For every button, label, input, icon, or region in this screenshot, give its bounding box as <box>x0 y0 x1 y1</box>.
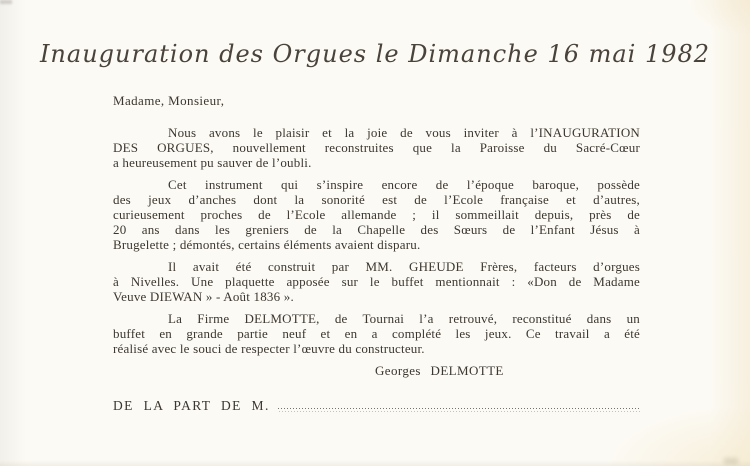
paragraphs <box>113 125 640 356</box>
paragraph-line: des jeux d’anches dont la sonorité est de l’Ecole française et d’autres, <box>113 192 640 207</box>
salutation: Madame, Monsieur, <box>113 93 225 108</box>
paper-corner-tint-bottom-right <box>610 406 750 466</box>
paper-corner-tint-top-right <box>690 0 750 34</box>
paragraph-line: Nous avons le plaisir et la joie de vous inviter à l’INAUGURATION <box>168 125 640 140</box>
paragraph-line: à Nivelles. Une plaquette apposée sur le buffet mentionnait : «Don de Madame <box>113 274 640 289</box>
paragraph-line: curieusement proches de l’Ecole allemande ; il sommeillait depuis, près de <box>113 207 640 222</box>
paragraph <box>113 311 640 356</box>
paragraph-line: La Firme DELMOTTE, de Tournai l’a retrouvé, reconstitué dans un <box>168 311 640 326</box>
from-row <box>113 398 640 414</box>
paper-left-shading <box>0 0 26 466</box>
paragraph-line: 20 ans dans les greniers de la Chapelle des Sœurs de l’Enfant Jésus à <box>113 222 640 237</box>
from-label: DE LA PART DE M. <box>113 398 270 413</box>
card-body <box>113 93 640 378</box>
paragraph-line: Il avait été construit par MM. GHEUDE Frères, facteurs d’orgues <box>168 259 640 274</box>
paragraph-line: DES ORGUES, nouvellement reconstruites que la Paroisse du Sacré-Cœur <box>113 140 640 155</box>
scan-speck-top-left <box>0 0 12 4</box>
paragraph-line: a heureusement pu sauver de l’oubli. <box>113 155 312 170</box>
paragraph-line: Veuve DIEWAN » - Août 1836 ». <box>113 289 294 304</box>
paragraph-line: réalisé avec le souci de respecter l’œuvre du constructeur. <box>113 341 425 356</box>
paragraph <box>113 177 640 252</box>
paper-right-shading <box>710 0 750 466</box>
name-fill-dotted-line <box>278 407 640 412</box>
paragraph-line: Brugelette ; démontés, certains éléments avaient disparu. <box>113 237 421 252</box>
paragraph-line: buffet en grande partie neuf et en a complété les jeux. Ce travail a été <box>113 326 640 341</box>
paragraph-line: Cet instrument qui s’inspire encore de l’époque baroque, possède <box>168 177 640 192</box>
signature: Georges DELMOTTE <box>375 363 504 378</box>
paper-bottom-shading <box>0 460 750 466</box>
paragraph <box>113 259 640 304</box>
paragraph <box>113 125 640 170</box>
card-title: Inauguration des Orgues le Dimanche 16 mai 1982 <box>39 40 711 68</box>
